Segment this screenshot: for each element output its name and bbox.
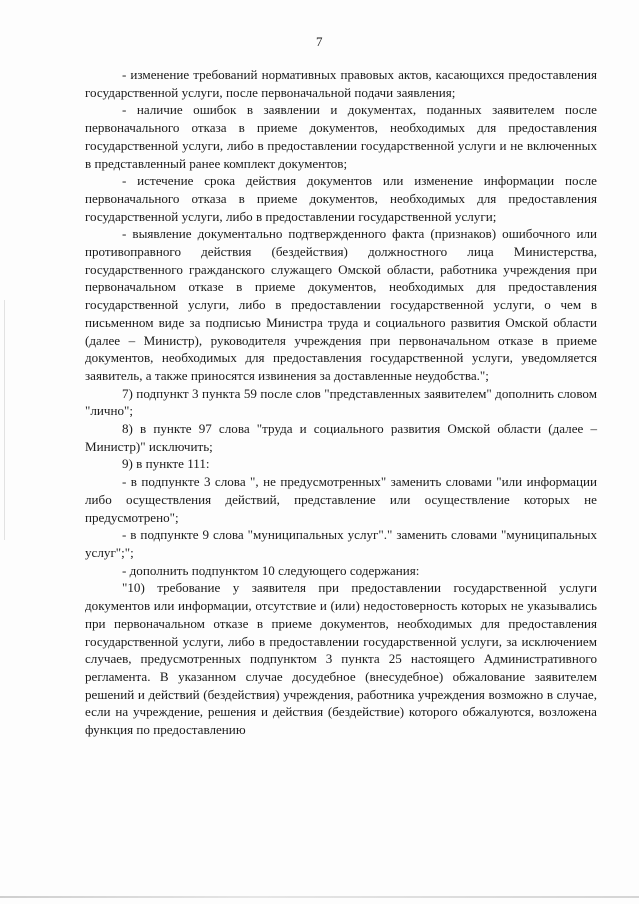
paragraph-subitem-3: - в подпункте 3 слова ", не предусмотренных" заменить словами "или информации либо осуществления действий, представление или осуществление которых не предусмотрено"; (85, 474, 597, 525)
document-body (85, 66, 597, 739)
paragraph-document-expiry: - истечение срока действия документов или изменение информации после первоначального отказа в приеме документов, необходимых для предоставления государственной услуги, либо в предоставлении государственной услуги; (85, 173, 597, 224)
paragraph-change-requirements: - изменение требований нормативных правовых актов, касающихся предоставления государственной услуги, после первоначальной подачи заявления; (85, 67, 597, 100)
paragraph-subitem-10-text: "10) требование у заявителя при предоставлении государственной услуги документов или информации, отсутствие и (или) недостоверность которых не указывались при первоначальном отказе в приеме документов, необходимых для предоставления государственной услуги, либо в предоставлении государственной услуги, за исключением случаев, предусмотренных подпунктом 3 пункта 25 настоящего Административного регламента. В указанном случае досудебное (внесудебное) обжалование заявителем решений и действий (бездействия) учреждения, работника учреждения возможно в случае, если на учреждение, решения и действия (бездействие) которого обжалуются, возложена функция по предоставлению (85, 580, 597, 738)
paragraph-item-8: 8) в пункте 97 слова "труда и социального развития Омской области (далее – Министр)" исключить; (85, 421, 597, 454)
page-number: 7 (316, 34, 323, 49)
paragraph-add-subitem-10: - дополнить подпунктом 10 следующего содержания: (122, 562, 420, 578)
paragraph-subitem-9: - в подпункте 9 слова "муниципальных услуг"." заменить словами "муниципальных услуг";"; (85, 527, 597, 560)
scan-artifact (4, 300, 5, 540)
paragraph-item-9: 9) в пункте 111: (122, 456, 210, 472)
paragraph-item-7: 7) подпункт 3 пункта 59 после слов "представленных заявителем" дополнить словом "лично"; (85, 385, 597, 419)
page-bottom-edge (0, 896, 639, 898)
paragraph-errors-in-application: - наличие ошибок в заявлении и документах, поданных заявителем после первоначального отказа в приеме документов, необходимых для предоставления государственной услуги, либо в предоставлении государственной услуги и не включенных в представленный ранее комплект документов; (85, 102, 597, 171)
paragraph-erroneous-action: - выявление документально подтвержденного факта (признаков) ошибочного или противоправного действия (бездействия) должностного лица Министерства, государственного гражданского служащего Омской области, работника учреждения при первоначальном отказе в приеме документов, необходимых для предоставления государственной услуги, либо в предоставлении государственной услуги, о чем в письменном виде за подписью Министра труда и социального развития Омской области (далее – Министр), руководителя учреждения при первоначальном отказе в приеме документов, необходимых для предоставления государственной услуги, уведомляется заявитель, а также приносятся извинения за доставленные неудобства."; (85, 226, 597, 383)
